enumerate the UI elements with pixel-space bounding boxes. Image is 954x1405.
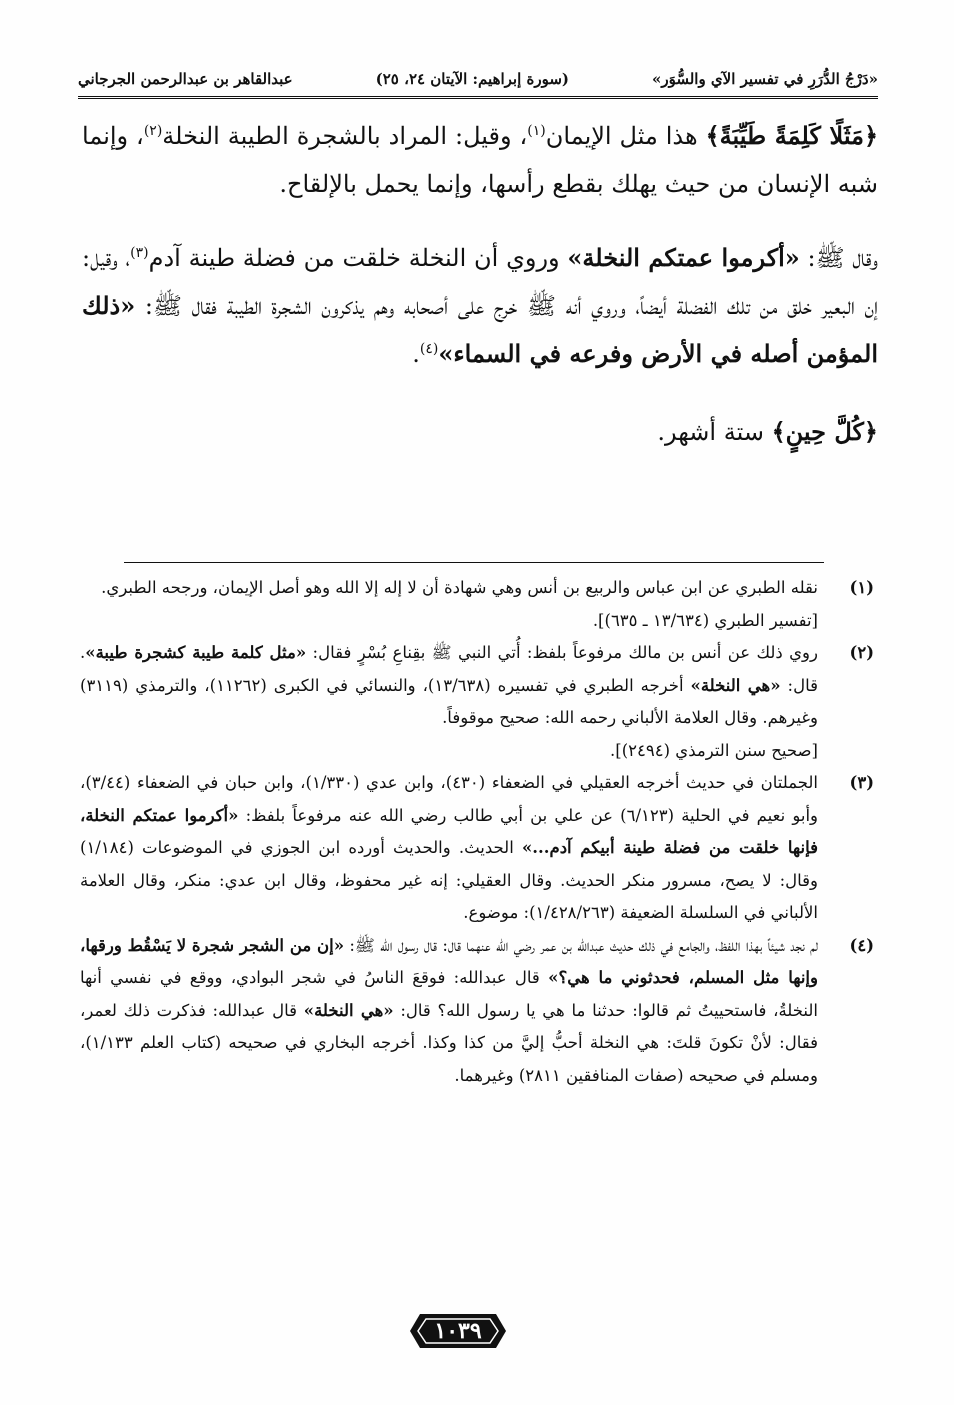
quran-quote: ﴿كُلَّ حِينٍ﴾ (771, 417, 878, 446)
footnote-3 (80, 767, 876, 930)
hadith-quote: «هي النخلة» (303, 1000, 394, 1020)
hadith-quote: «إن من الشجر شجرة لا يَسْقُط ورقها، وإنها مثل المسلم، فحدثوني ما هي؟» (80, 935, 818, 987)
footnote-marker: (٣) (130, 245, 149, 261)
text-run: وقال ﷺ: (799, 244, 878, 272)
paragraph-1 (82, 112, 878, 208)
footnote-number: (٤) (849, 935, 874, 955)
hadith-quote: «مثل كلمة طيبة كشجرة طيبة» (85, 643, 307, 662)
footnote-text: الحديث. والحديث أورده ابن الجوزي في الموضوعات (١/١٨٤) وقال: لا يصح، مسرور منكر الحديث. وقال العقيلي: إنه غير محفوظ، وقال ابن عدي: منكر، وقال العلامة الألباني في السلسلة الضعيفة (١/٤٢٨/٢٦٣): موضوع. (80, 838, 818, 922)
text-run: ، وإنما شبه الإنسان من حيث يهلك بقطع رأسها، وإنما يحمل بالإلقاح. (82, 122, 878, 198)
footnote-text: قال عبدالله: فوقعَ الناسُ في شجر البوادي، ووقع في نفسي أنها النخلةُ، فاستحييتُ ثم قالوا: حدثنا ما هي يا رسول الله؟ قال: (80, 968, 818, 1020)
footnote-marker: (٢) (143, 123, 163, 139)
footnote-text: قال عبدالله: فذكرت ذلك لعمر، فقال: لأنْ تكونَ قلتَ: هي النخلة أحبُّ إليَّ من كذا وكذا. أخرجه البخاري في صحيحه (كتاب العلم ١/١٣٣)، ومسلم في صحيحه (صفات المنافقين ٢٨١١) وغيرهما. (80, 1000, 818, 1085)
footnote-4 (80, 930, 876, 1093)
footnote-number: (٢) (849, 643, 874, 662)
text-run: هذا مثل الإيمان (545, 122, 706, 150)
footnote-text: الجملتان في حديث أخرجه العقيلي في الضعفاء (٤٣٠)، وابن عدي (١/٣٣٠)، وابن حبان في الضعفاء (٣/٤٤)، وأبو نعيم في الحلية (٦/١٢٣) عن علي بن أبي طالب رضي الله عنه مرفوعاً بلفظ: (80, 773, 819, 825)
footnote-source: [تفسير الطبري (١٣/٦٣٤ ـ ٦٣٥)]. (592, 610, 818, 630)
surah-reference: (سورة إبراهيم: الآيتان ٢٤، ٢٥) (375, 70, 569, 88)
footnotes (80, 572, 876, 1092)
text-run: . (412, 340, 420, 368)
running-header (78, 62, 878, 99)
hadith-quote: «ذلك المؤمن أصله في الأرض وفرعه في السماء» (82, 291, 878, 368)
hadith-quote: «هي النخلة» (690, 675, 781, 695)
footnote-number: (٣) (849, 773, 874, 792)
footnote-marker: (٤) (419, 341, 439, 357)
text-run: ، وقيل: المراد بالشجرة الطيبة النخلة (162, 122, 528, 150)
footnote-divider (124, 562, 824, 563)
hadith-quote: «أكرموا عمتكم النخلة، فإنها خلقت من فضلة طينة أبيكم آدم...» (80, 805, 819, 857)
text-run: ستة أشهر. (657, 418, 772, 446)
footnote-2 (80, 637, 876, 767)
main-text (82, 112, 878, 456)
author-name: عبدالقاهر بن عبدالرحمن الجرجاني (78, 70, 293, 88)
page-number: ١٠٣٩ (434, 1318, 482, 1344)
footnote-source: [صحيح سنن الترمذي (٢٤٩٤)]. (610, 740, 818, 760)
text-run: وروي أن النخلة خلقت من فضلة طينة آدم (148, 244, 568, 272)
hadith-quote: «أكرموا عمتكم النخلة» (567, 243, 800, 272)
footnote-text: روي ذلك عن أنس بن مالك مرفوعاً بلفظ: أُتي النبي ﷺ بقِناعِ بُسْرٍ فقال: (306, 643, 818, 662)
footnote-text: نقله الطبري عن ابن عباس والربيع بن أنس وهي شهادة أن لا إله إلا الله وهو أصل الإيمان، ورجحه الطبري. (101, 578, 818, 597)
paragraph-2 (82, 234, 878, 378)
page-number-ornament (410, 1310, 506, 1352)
book-title: «دَرْجُ الدُّرَرِ في تفسير الآي والسُّوَر» (651, 70, 878, 88)
footnote-text: لم نجد شيئاً بهذا اللفظ، والجامع في ذلك حديث عبدالله بن عمر رضي الله عنهما قال: قال رسول الله ﷺ: (344, 935, 818, 955)
text-run: ، وقيل: إن البعير خلق من تلك الفضلة أيضاً، وروي أنه ﷺ خرج على أصحابه وهم يذكرون الشجرة الطيبة فقال ﷺ: (82, 244, 878, 320)
footnote-text: أخرجه الطبري في تفسيره (١٣/٦٣٨)، والنسائي في الكبرى (١١٢٦٢)، والترمذي (٣١١٩) وغيرهم. وقال العلامة الألباني رحمه الله: صحيح موقوفاً. (80, 675, 818, 727)
footnote-text: . قال: (80, 643, 818, 695)
footnote-1 (80, 572, 876, 637)
paragraph-3 (82, 408, 878, 456)
quran-quote: ﴿مَثَلًا كَلِمَةً طَيِّبَةً﴾ (705, 121, 879, 150)
footnote-marker: (١) (527, 123, 546, 139)
footnote-number: (١) (849, 578, 874, 597)
